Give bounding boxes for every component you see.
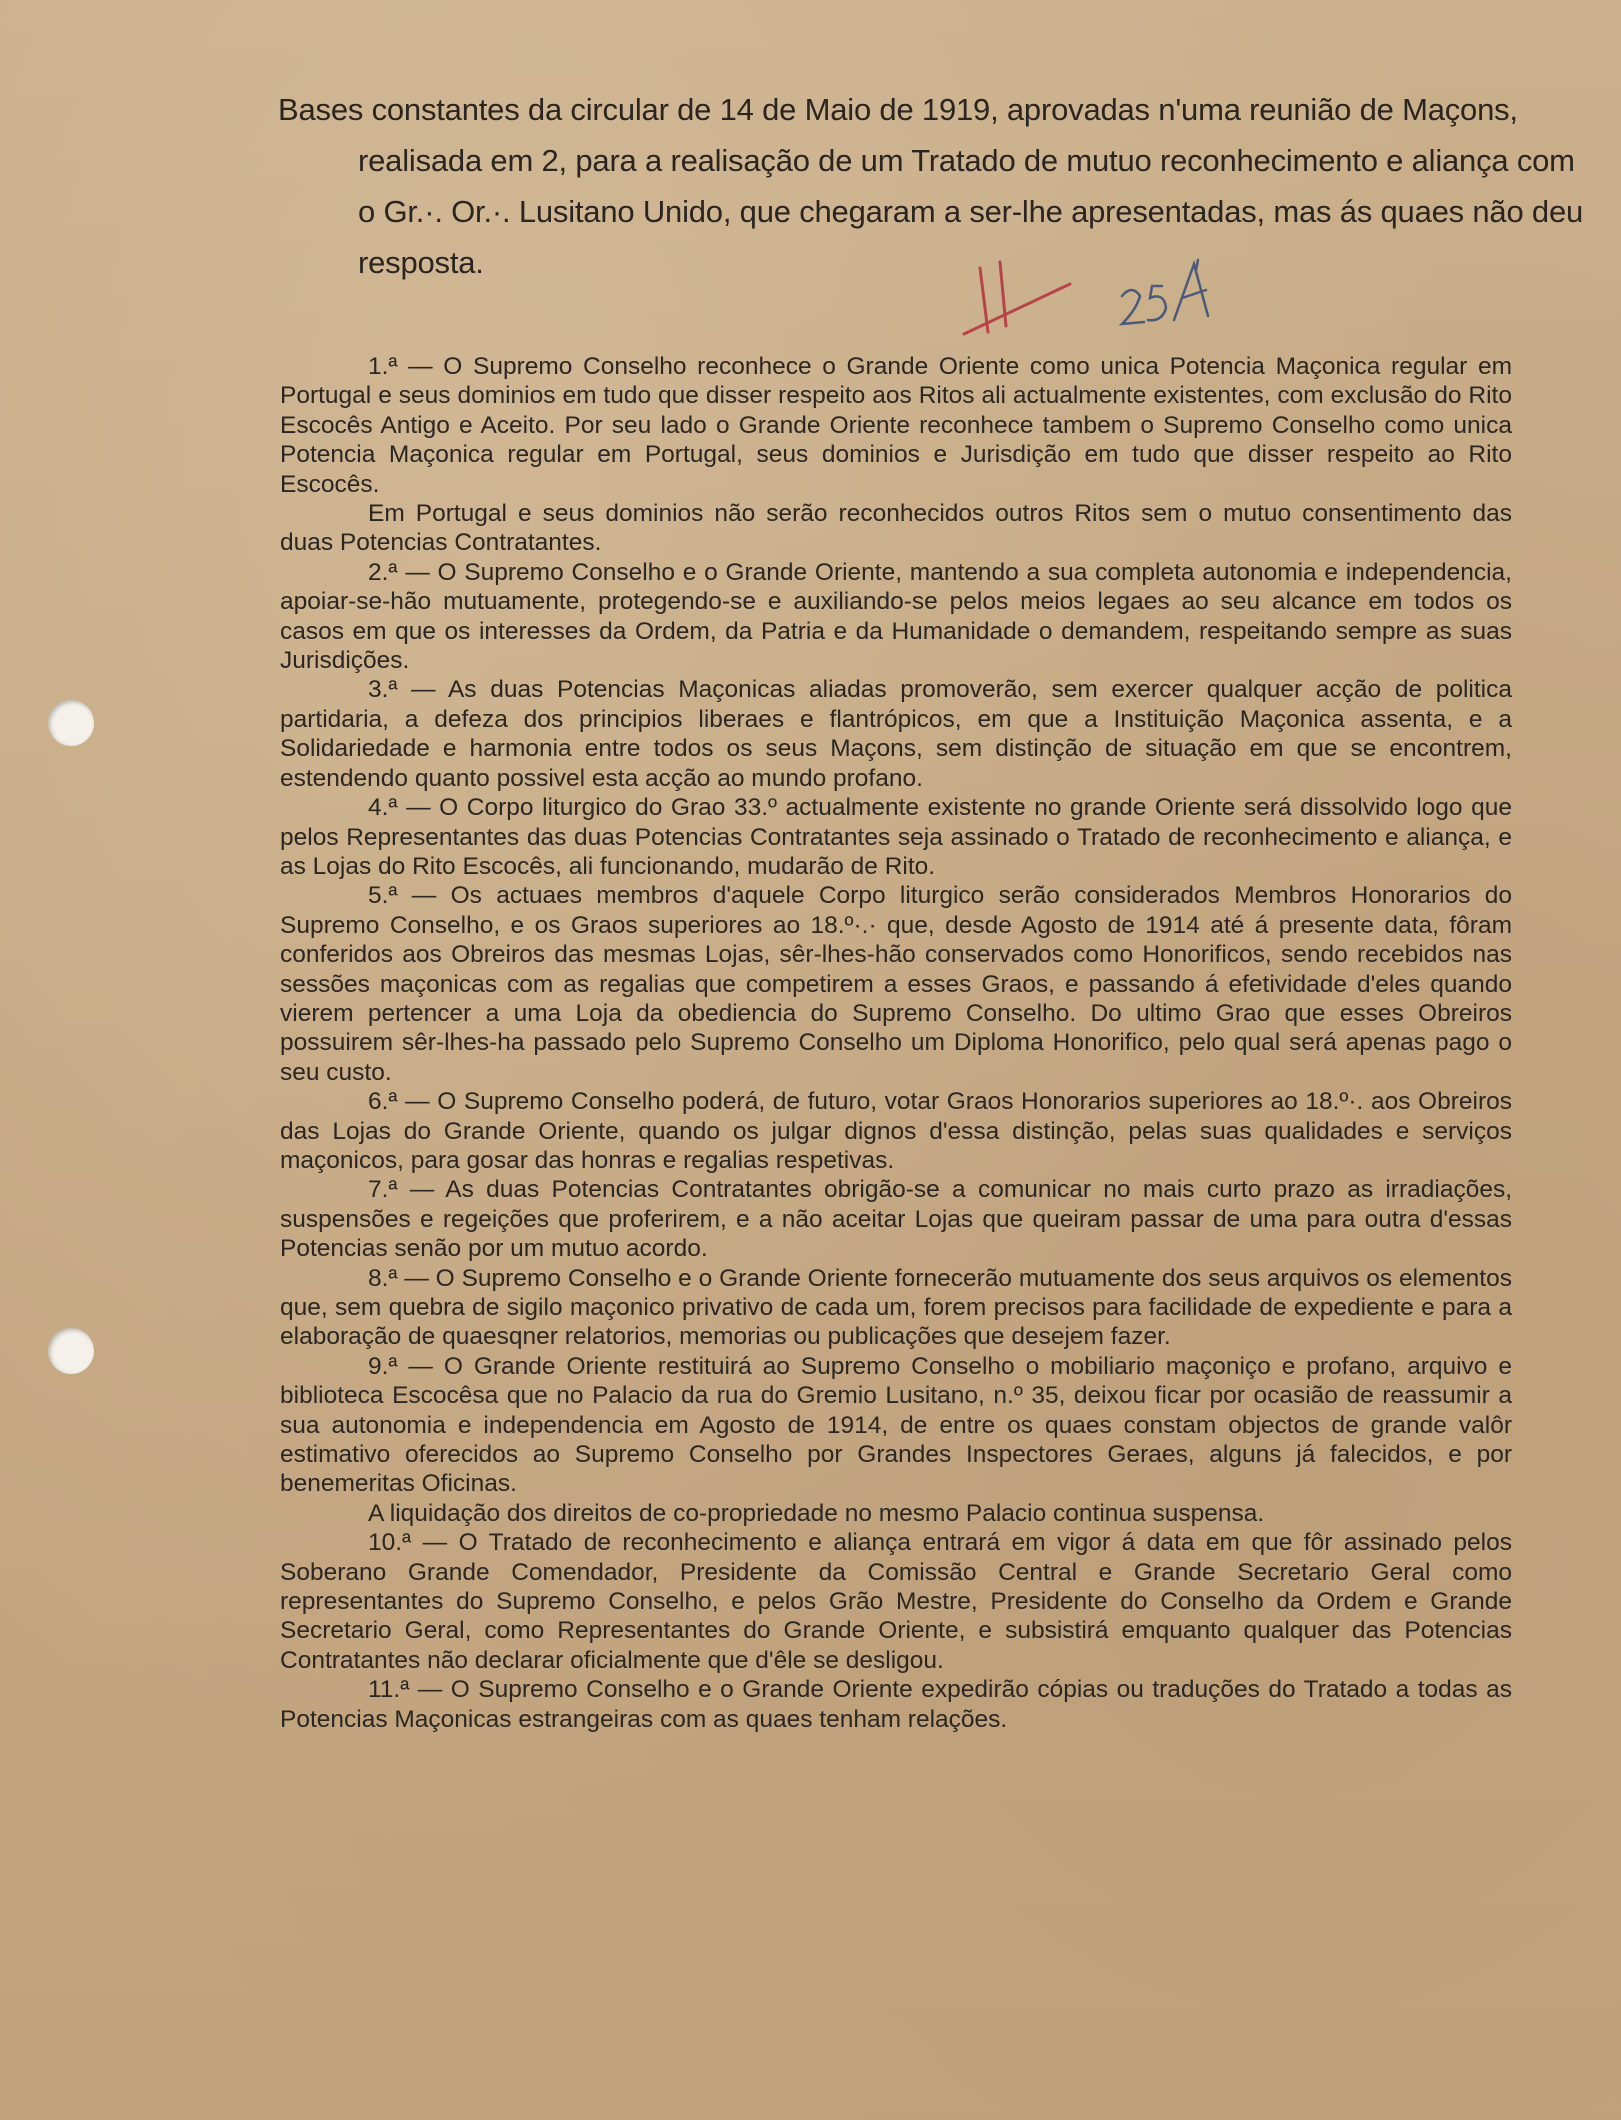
document-title: Bases constantes da circular de 14 de Maio de 1919, aprovadas n'uma reunião de Maçons, realisada em 2, para a realisação de um Tratado de mutuo reconhecimento e aliança com o Gr.·. Or.·. Lusitano Unido, que chegaram a ser-lhe apresentadas, mas ás quaes não deu resposta.	[278, 92, 1584, 280]
article-8: 8.ª — O Supremo Conselho e o Grande Oriente fornecerão mutuamente dos seus arquivos os elementos que, sem quebra de sigilo maçonico privativo de cada um, forem precisos para facilidade de expediente e para a elaboração de quaesqner relatorios, memorias ou publicações que desejem fazer.	[280, 1264, 1512, 1351]
article-9: 9.ª — O Grande Oriente restituirá ao Supremo Conselho o mobiliario maçoniço e profano, arquivo e biblioteca Escocêsa que no Palacio da rua do Gremio Lusitano, n.º 35, deixou ficar por ocasião de reassumir a sua autonomia e independencia em Agosto de 1914, de entre os quaes constam objectos de grande valôr estimativo oferecidos ao Supremo Conselho por Grandes Inspectores Geraes, alguns já falecidos, e por benemeritas Oficinas.	[280, 1352, 1512, 1498]
punch-hole-bottom	[48, 1328, 94, 1374]
article-6: 6.ª — O Supremo Conselho poderá, de futuro, votar Graos Honorarios superiores ao 18.º·. aos Obreiros das Lojas do Grande Oriente, quando os julgar dignos d'essa distinção, pelas suas qualidades e serviços maçonicos, para gosar das honras e regalias respetivas.	[280, 1088, 1512, 1174]
article-11: 11.ª — O Supremo Conselho e o Grande Oriente expedirão cópias ou traduções do Tratado a todas as Potencias Maçonicas estrangeiras com as quaes tenham relações.	[280, 1676, 1512, 1733]
handwritten-annotation	[960, 240, 1240, 340]
article-10: 10.ª — O Tratado de reconhecimento e aliança entrará em vigor á data em que fôr assinado pelos Soberano Grande Comendador, Presidente da Comissão Central e Grande Secretario Geral como representantes do Supremo Conselho, e pelos Grão Mestre, Presidente do Conselho da Ordem e Grande Secretario Geral, como Representantes do Grande Oriente, e subsistirá emquanto qualquer das Potencias Contratantes não declarar oficialmente que d'êle se desligou.	[280, 1529, 1512, 1674]
article-1-continuation: Em Portugal e seus dominios não serão reconhecidos outros Ritos sem o mutuo consentimento das duas Potencias Contratantes.	[280, 500, 1512, 557]
article-4: 4.ª — O Corpo liturgico do Grao 33.º actualmente existente no grande Oriente será dissolvido logo que pelos Representantes das duas Potencias Contratantes seja assinado o Tratado de reconhecimento e aliança, e as Lojas do Rito Escocês, ali funcionando, mudarão de Rito.	[280, 794, 1512, 880]
article-3: 3.ª — As duas Potencias Maçonicas aliadas promoverão, sem exercer qualquer acção de politica partidaria, a defeza dos principios liberaes e flantrópicos, em que a Instituição Maçonica assenta, e a Solidariedade e harmonia entre todos os seus Maçons, sem distinção de situação em que se encontrem, estendendo quanto possivel esta acção ao mundo profano.	[280, 676, 1512, 792]
article-9-continuation: A liquidação dos direitos de co-propriedade no mesmo Palacio continua suspensa.	[368, 1499, 1265, 1527]
document-body	[280, 352, 1512, 1734]
article-1: 1.ª — O Supremo Conselho reconhece o Grande Oriente como unica Potencia Maçonica regular em Portugal e seus dominios em tudo que disser respeito aos Ritos ali actualmente existentes, com exclusão do Rito Escocês Antigo e Aceito. Por seu lado o Grande Oriente reconhece tambem o Supremo Conselho como unica Potencia Maçonica regular em Portugal, seus dominios e Jurisdição em tudo que disser respeito ao Rito Escocês.	[280, 353, 1512, 498]
article-2: 2.ª — O Supremo Conselho e o Grande Oriente, mantendo a sua completa autonomia e independencia, apoiar-se-hão mutuamente, protegendo-se e auxiliando-se pelos meios legaes ao seu alcance em todos os casos em que os interesses da Ordem, da Patria e da Humanidade o demandem, respeitando sempre as suas Jurisdições.	[280, 558, 1512, 675]
article-5: 5.ª — Os actuaes membros d'aquele Corpo liturgico serão considerados Membros Honorarios do Supremo Conselho, e os Graos superiores ao 18.º·.· que, desde Agosto de 1914 até á presente data, fôram conferidos aos Obreiros das mesmas Lojas, sêr-lhes-hão conservados como Honorificos, sendo recebidos nas sessões maçonicas com as regalias que competirem a esses Graos, e passando á efetividade d'eles quando vierem pertencer a uma Loja da obediencia do Supremo Conselho. Do ultimo Grao que esses Obreiros possuirem sêr-lhes-ha passado pelo Supremo Conselho um Diploma Honorifico, pelo qual será apenas pago o seu custo.	[280, 882, 1512, 1086]
punch-hole-top	[48, 700, 94, 746]
article-7: 7.ª — As duas Potencias Contratantes obrigão-se a comunicar no mais curto prazo as irradiações, suspensões e regeições que proferirem, e a não aceitar Lojas que queiram passar de uma para outra d'essas Potencias senão por um mutuo acordo.	[280, 1176, 1512, 1263]
